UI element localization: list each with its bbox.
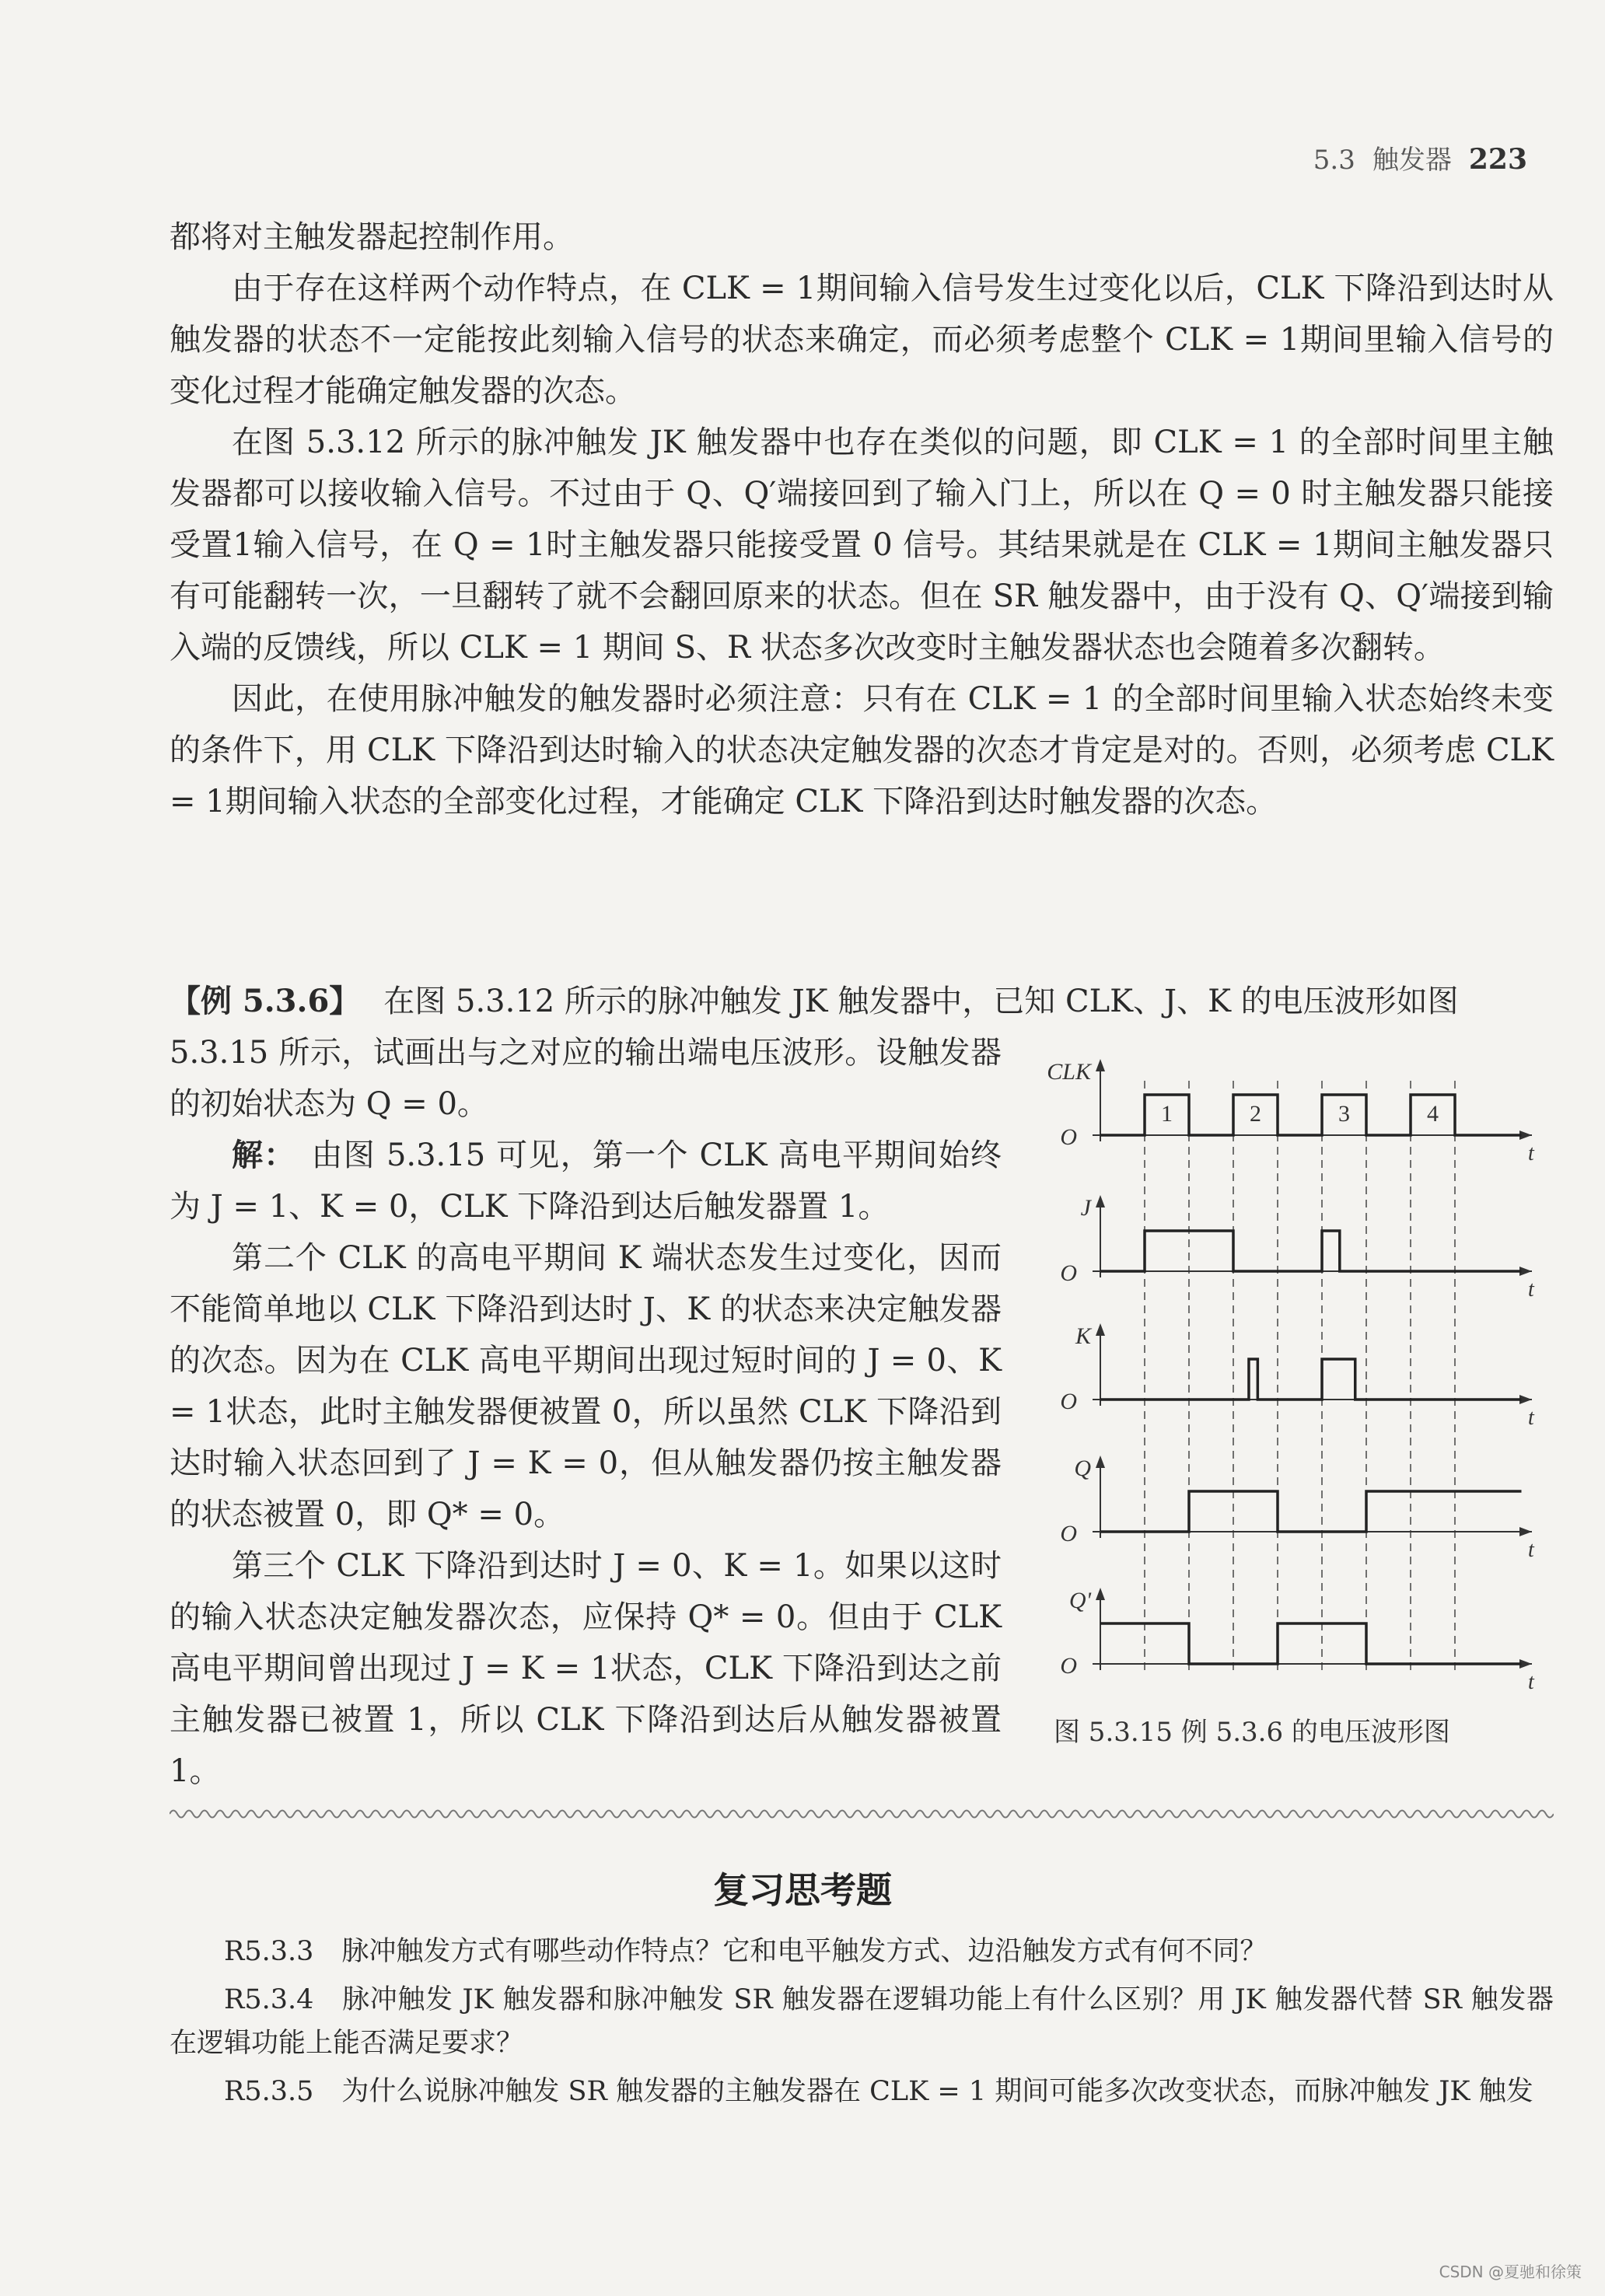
paragraph: 在图 5.3.12 所示的脉冲触发 JK 触发器中也存在类似的问题，即 CLK = 1 的全部时间里主触发器都可以接收输入信号。不过由于 Q、Q′端接回到了输入门上，所以在 Q = 0 时主触发器只能接受置1输入信号，在 Q = 1时主触发器只能接受置 0 信号。其结果就是在 CLK = 1期间主触发器只有可能翻转一次，一旦翻转了就不会翻回原来的状态。但在 SR 触发器中，由于没有 Q、Q′端接到输入端的反馈线，所以 CLK = 1 期间 S、R 状态多次改变时主触发器状态也会随着多次翻转。 <box>170 425 1554 666</box>
axis-arrow-icon <box>1096 1323 1105 1336</box>
solution-label: 解： <box>232 1137 296 1173</box>
time-label: t <box>1528 1406 1534 1430</box>
watermark: CSDN @夏驰和徐策 <box>1439 2263 1582 2281</box>
waveform-qbar <box>1100 1623 1522 1664</box>
section-number: 5.3 <box>1313 145 1355 176</box>
time-label: t <box>1528 1277 1534 1302</box>
solution-2: 第二个 CLK 的高电平期间 K 端状态发生过变化，因而不能简单地以 CLK 下降沿到达时 J、K 的状态来决定触发器的次态。因为在 CLK 高电平期间出现过短时间的 J = 0、K = 1状态，此时主触发器便被置 0，所以虽然 CLK 下降沿到达时输入状态回到了 J = K = 0，但从触发器仍按主触发器的状态被置 0，即 Q* = 0。 <box>170 1240 1002 1532</box>
pulse-number: 4 <box>1427 1101 1439 1127</box>
paragraph: 都将对主触发器起控制作用。 <box>170 219 574 255</box>
axis-arrow-icon <box>1096 1456 1105 1468</box>
pulse-number: 1 <box>1161 1101 1173 1127</box>
review-questions <box>170 1930 1554 2118</box>
section-title: 触发器 <box>1372 145 1452 176</box>
axis-arrow-icon <box>1096 1588 1105 1600</box>
example-intro: 在图 5.3.12 所示的脉冲触发 JK 触发器中，已知 CLK、J、K 的电压波形如图 <box>383 984 1459 1019</box>
time-label: t <box>1528 1538 1534 1562</box>
signal-label: K <box>1075 1323 1091 1349</box>
axis-arrow-icon <box>1096 1059 1105 1071</box>
solution-3: 第三个 CLK 下降沿到达时 J = 0、K = 1。如果以这时的输入状态决定触发器次态，应保持 Q* = 0。但由于 CLK 高电平期间曾出现过 J = K = 1状态，CLK 下降沿到达之前主触发器已被置 1，所以 CLK 下降沿到达后从触发器被置 1。 <box>170 1548 1002 1789</box>
waveform-figure <box>1034 1019 1563 1734</box>
review-question: R5.3.4 脉冲触发 JK 触发器和脉冲触发 SR 触发器在逻辑功能上有什么区别？用 JK 触发器代替 SR 触发器在逻辑功能上能否满足要求？ <box>170 1984 1554 2059</box>
section-divider <box>170 1805 1554 1822</box>
body-text <box>170 211 1554 827</box>
paragraph: 因此，在使用脉冲触发的触发器时必须注意：只有在 CLK = 1 的全部时间里输入状态始终未变的条件下，用 CLK 下降沿到达时输入的状态决定触发器的次态才肯定是对的。否则，必须考虑 CLK = 1期间输入状态的全部变化过程，才能确定 CLK 下降沿到达时触发器的次态。 <box>170 681 1554 820</box>
solution-1: 解： 由图 5.3.15 可见，第一个 CLK 高电平期间始终为 J = 1、K = 0，CLK 下降沿到达后触发器置 1。 <box>170 1137 1002 1225</box>
axis-arrow-icon <box>1096 1195 1105 1207</box>
review-question: R5.3.5 为什么说脉冲触发 SR 触发器的主触发器在 CLK = 1 期间可能多次改变状态，而脉冲触发 JK 触发 <box>224 2076 1533 2107</box>
solution-column <box>170 1027 1002 1797</box>
pulse-number: 2 <box>1250 1101 1261 1127</box>
example-tag: 【例 5.3.6】 <box>170 983 361 1019</box>
review-title: 复习思考题 <box>713 1869 892 1911</box>
waveform-j <box>1100 1231 1522 1271</box>
signal-label: J <box>1080 1195 1091 1221</box>
page-number: 223 <box>1468 143 1527 176</box>
time-label: t <box>1528 1141 1534 1165</box>
origin-label: O <box>1060 1389 1077 1414</box>
figure-caption: 图 5.3.15 例 5.3.6 的电压波形图 <box>1054 1717 1450 1748</box>
review-question: R5.3.3 脉冲触发方式有哪些动作特点？它和电平触发方式、边沿触发方式有何不同？ <box>224 1936 1268 1967</box>
signal-label: Q' <box>1068 1588 1091 1613</box>
waveform-chart <box>1034 1019 1563 1711</box>
waveform-k <box>1100 1359 1522 1400</box>
signal-label: CLK <box>1047 1059 1091 1085</box>
signal-label: Q <box>1074 1456 1091 1481</box>
example-intro-cont: 5.3.15 所示，试画出与之对应的输出端电压波形。设触发器的初始状态为 Q = 0。 <box>170 1035 1002 1122</box>
page-header <box>1313 138 1527 176</box>
time-label: t <box>1528 1670 1534 1694</box>
origin-label: O <box>1060 1653 1077 1679</box>
axis-arrow-icon <box>1519 1527 1532 1536</box>
paragraph: 由于存在这样两个动作特点，在 CLK = 1期间输入信号发生过变化以后，CLK 下降沿到达时从触发器的状态不一定能按此刻输入信号的状态来确定，而必须考虑整个 CLK = 1期间里输入信号的变化过程才能确定触发器的次态。 <box>170 271 1554 409</box>
origin-label: O <box>1060 1124 1077 1150</box>
pulse-number: 3 <box>1338 1101 1350 1127</box>
origin-label: O <box>1060 1521 1077 1546</box>
waveform-q <box>1100 1491 1522 1532</box>
origin-label: O <box>1060 1260 1077 1286</box>
